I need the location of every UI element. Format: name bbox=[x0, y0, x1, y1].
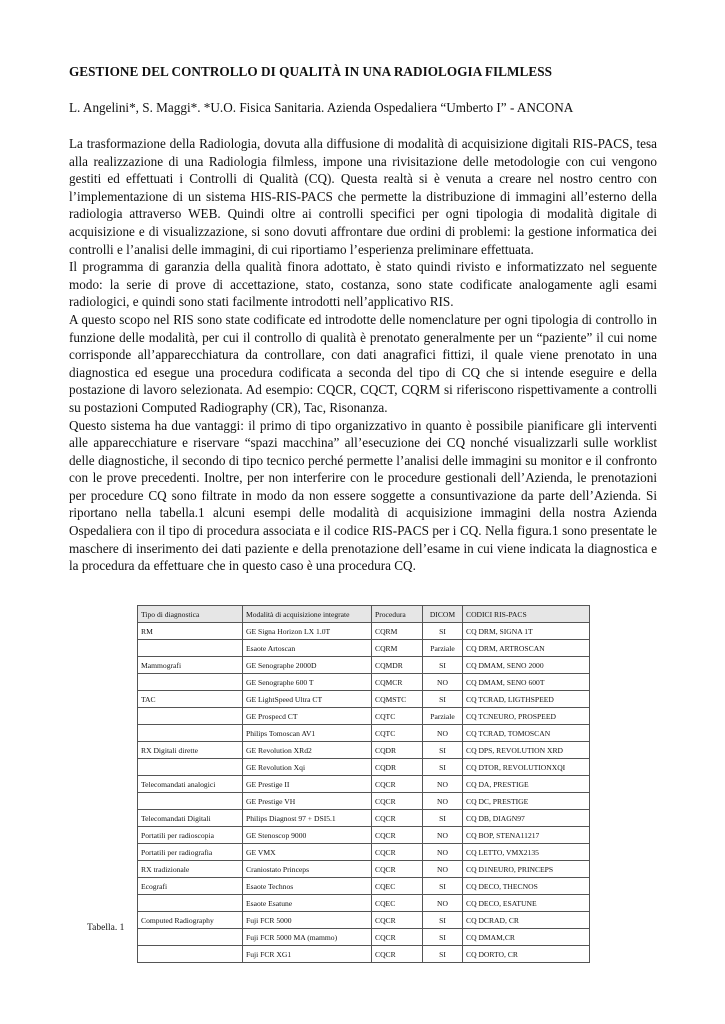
cell-dicom: SI bbox=[423, 742, 463, 759]
cell-procedura: CQCR bbox=[372, 793, 423, 810]
cell-codici: CQ BOP, STENA11217 bbox=[463, 827, 590, 844]
cell-tipo-diagnostica: Portatili per radiografia bbox=[138, 844, 243, 861]
cell-dicom: SI bbox=[423, 691, 463, 708]
table-row bbox=[138, 759, 590, 776]
table-body bbox=[138, 623, 590, 963]
cell-codici: CQ TCRAD, LIGTHSPEED bbox=[463, 691, 590, 708]
cell-procedura: CQMSTC bbox=[372, 691, 423, 708]
cell-codici: CQ DRM, SIGNA 1T bbox=[463, 623, 590, 640]
cell-tipo-diagnostica bbox=[138, 895, 243, 912]
cell-dicom: NO bbox=[423, 674, 463, 691]
table-row bbox=[138, 657, 590, 674]
cell-modalita: Esaote Technos bbox=[243, 878, 372, 895]
cell-dicom: NO bbox=[423, 844, 463, 861]
table-row bbox=[138, 742, 590, 759]
cell-procedura: CQMDR bbox=[372, 657, 423, 674]
cell-codici: CQ DORTO, CR bbox=[463, 946, 590, 963]
cell-codici: CQ DCRAD, CR bbox=[463, 912, 590, 929]
cell-codici: CQ DTOR, REVOLUTIONXQI bbox=[463, 759, 590, 776]
cell-tipo-diagnostica bbox=[138, 725, 243, 742]
cell-modalita: GE LightSpeed Ultra CT bbox=[243, 691, 372, 708]
cell-modalita: GE Prospecd CT bbox=[243, 708, 372, 725]
cell-procedura: CQEC bbox=[372, 878, 423, 895]
cell-codici: CQ DC, PRESTIGE bbox=[463, 793, 590, 810]
cell-procedura: CQDR bbox=[372, 759, 423, 776]
cell-tipo-diagnostica: RX tradizionale bbox=[138, 861, 243, 878]
paragraph-2: Il programma di garanzia della qualità finora adottato, è stato quindi rivisto e informatizzato nel seguente modo: la serie di prove di accettazione, stato, costanza, sono state codificate analogamente agli esami radiologici, e quindi sono stati facilmente introdotti nell’applicativo RIS. bbox=[69, 259, 657, 310]
cell-tipo-diagnostica: Computed Radiography bbox=[138, 912, 243, 929]
cell-dicom: NO bbox=[423, 861, 463, 878]
header-tipo-diagnostica: Tipo di diagnostica bbox=[138, 606, 243, 623]
table-row bbox=[138, 793, 590, 810]
cell-modalita: GE Senographe 2000D bbox=[243, 657, 372, 674]
table-row bbox=[138, 844, 590, 861]
cell-modalita: GE VMX bbox=[243, 844, 372, 861]
table-row bbox=[138, 929, 590, 946]
table-row bbox=[138, 674, 590, 691]
cell-dicom: SI bbox=[423, 657, 463, 674]
header-procedura: Procedura bbox=[372, 606, 423, 623]
table-row bbox=[138, 640, 590, 657]
cell-dicom: SI bbox=[423, 946, 463, 963]
cell-tipo-diagnostica: RM bbox=[138, 623, 243, 640]
cell-tipo-diagnostica bbox=[138, 708, 243, 725]
cell-modalita: GE Prestige II bbox=[243, 776, 372, 793]
cell-dicom: Parziale bbox=[423, 708, 463, 725]
paragraph-3: A questo scopo nel RIS sono state codificate ed introdotte delle nomenclature per ogni tipologia di controllo in funzione delle modalità, per cui il controllo di qualità è prenotato generalmente per un “paziente” il cui nome corrisponde all’apparecchiatura da controllare, con dati anagrafici fittizi, il quale viene prenotato in una diagnostica ed esegue una procedura codificata a seconda del tipo di CQ che si intende eseguire e della postazione di lavoro selezionata. Ad esempio: CQCR, CQCT, CQRM si riferiscono rispettivamente a controlli su postazioni Computed Radiography (CR), Tac, Risonanza. bbox=[69, 311, 657, 415]
cell-procedura: CQMCR bbox=[372, 674, 423, 691]
cell-dicom: SI bbox=[423, 878, 463, 895]
cell-dicom: NO bbox=[423, 827, 463, 844]
cell-codici: CQ DB, DIAGN97 bbox=[463, 810, 590, 827]
cell-modalita: GE Revolution Xqi bbox=[243, 759, 372, 776]
cell-modalita: Philips Diagnost 97 + DSI5.1 bbox=[243, 810, 372, 827]
cell-procedura: CQCR bbox=[372, 827, 423, 844]
cell-codici: CQ DECO, ESATUNE bbox=[463, 895, 590, 912]
cell-procedura: CQDR bbox=[372, 742, 423, 759]
cell-modalita: Fuji FCR 5000 bbox=[243, 912, 372, 929]
header-codici: CODICI RIS-PACS bbox=[463, 606, 590, 623]
cell-codici: CQ DPS, REVOLUTION XRD bbox=[463, 742, 590, 759]
paragraph-1: La trasformazione della Radiologia, dovuta alla diffusione di modalità di acquisizione digitali RIS-PACS, tesa alla realizzazione di una Radiologia filmless, impone una rivisitazione delle metodologie con cui vengono gestiti ed effettuati i Controlli di Qualità (CQ). Questa realtà si è venuta a creare nel nostro centro con l’implementazione di un sistema HIS-RIS-PACS che permette la distribuzione di immagini all’esterno della radiologia attraverso WEB. Quindi oltre ai controlli specifici per ogni tipologia di modalità digitale di acquisizione e di visualizzazione, si sono dovuti affrontare due ordini di problemi: la gestione informatica dei controlli e l’analisi delle immagini, di cui riportiamo l’esperienza preliminare effettuata. bbox=[69, 136, 657, 257]
table-1 bbox=[137, 605, 589, 963]
cell-tipo-diagnostica bbox=[138, 640, 243, 657]
cell-codici: CQ DMAM,CR bbox=[463, 929, 590, 946]
table-row bbox=[138, 895, 590, 912]
cell-modalita: Esaote Artoscan bbox=[243, 640, 372, 657]
cell-tipo-diagnostica: Telecomandati analogici bbox=[138, 776, 243, 793]
header-modalita: Modalità di acquisizione integrate bbox=[243, 606, 372, 623]
cell-procedura: CQRM bbox=[372, 640, 423, 657]
paragraph-4: Questo sistema ha due vantaggi: il primo di tipo organizzativo in quanto è possibile pianificare gli interventi alle apparecchiature e riservare “spazi macchina” all’esecuzione dei CQ nonché visualizzarli sulle worklist delle diagnostiche, il secondo di tipo tecnico perché permette l’analisi delle immagini su monitor e il confronto con le prove precedenti. Inoltre, per non interferire con le procedure gestionali dell’Azienda, le prenotazioni per procedure CQ sono filtrate in modo da non essere soggette a consuntivazione da parte dell’Azienda. Si riportano nella tabella.1 alcuni esempi delle modalità di acquisizione immagini della nostra Azienda Ospedaliera con il tipo di procedura associata e il codice RIS-PACS per i CQ. Nella figura.1 sono presentate le maschere di inserimento dei dati paziente e della prenotazione dell’esame in cui viene indicata la diagnostica e la procedura da effettuare che in questo caso è una procedura CQ. bbox=[69, 417, 657, 574]
cell-tipo-diagnostica bbox=[138, 946, 243, 963]
cell-modalita: Craniostato Princeps bbox=[243, 861, 372, 878]
cell-procedura: CQTC bbox=[372, 708, 423, 725]
paper-title: GESTIONE DEL CONTROLLO DI QUALITÀ IN UNA RADIOLOGIA FILMLESS bbox=[69, 64, 552, 79]
table-header-row bbox=[138, 606, 590, 623]
cell-modalita: GE Prestige VH bbox=[243, 793, 372, 810]
cell-dicom: Parziale bbox=[423, 640, 463, 657]
cell-tipo-diagnostica bbox=[138, 793, 243, 810]
table-row bbox=[138, 708, 590, 725]
cell-procedura: CQRM bbox=[372, 623, 423, 640]
cell-modalita: Fuji FCR XG1 bbox=[243, 946, 372, 963]
cell-dicom: SI bbox=[423, 810, 463, 827]
table-row bbox=[138, 776, 590, 793]
cell-modalita: GE Revolution XRd2 bbox=[243, 742, 372, 759]
table-row bbox=[138, 691, 590, 708]
cell-tipo-diagnostica: TAC bbox=[138, 691, 243, 708]
table-row bbox=[138, 827, 590, 844]
cell-codici: CQ DRM, ARTROSCAN bbox=[463, 640, 590, 657]
cell-tipo-diagnostica bbox=[138, 674, 243, 691]
table-row bbox=[138, 810, 590, 827]
cell-procedura: CQTC bbox=[372, 725, 423, 742]
document-body bbox=[69, 64, 657, 575]
cell-dicom: SI bbox=[423, 623, 463, 640]
cell-dicom: SI bbox=[423, 929, 463, 946]
cell-dicom: NO bbox=[423, 793, 463, 810]
cell-procedura: CQCR bbox=[372, 861, 423, 878]
cell-dicom: NO bbox=[423, 725, 463, 742]
cell-tipo-diagnostica: Portatili per radioscopia bbox=[138, 827, 243, 844]
cell-tipo-diagnostica: Telecomandati Digitali bbox=[138, 810, 243, 827]
cell-modalita: Philips Tomoscan AV1 bbox=[243, 725, 372, 742]
cell-procedura: CQEC bbox=[372, 895, 423, 912]
cell-codici: CQ LETTO, VMX2135 bbox=[463, 844, 590, 861]
author-line: L. Angelini*, S. Maggi*. *U.O. Fisica Sanitaria. Azienda Ospedaliera “Umberto I” - ANCONA bbox=[69, 100, 574, 115]
cell-modalita: Fuji FCR 5000 MA (mammo) bbox=[243, 929, 372, 946]
cell-tipo-diagnostica: RX Digitali dirette bbox=[138, 742, 243, 759]
cell-codici: CQ DMAM, SENO 2000 bbox=[463, 657, 590, 674]
cell-procedura: CQCR bbox=[372, 946, 423, 963]
cell-codici: CQ DA, PRESTIGE bbox=[463, 776, 590, 793]
cell-codici: CQ TCNEURO, PROSPEED bbox=[463, 708, 590, 725]
cell-procedura: CQCR bbox=[372, 912, 423, 929]
cell-procedura: CQCR bbox=[372, 810, 423, 827]
cell-procedura: CQCR bbox=[372, 776, 423, 793]
cell-modalita: GE Senographe 600 T bbox=[243, 674, 372, 691]
table-row bbox=[138, 946, 590, 963]
cell-modalita: Esaote Esatune bbox=[243, 895, 372, 912]
table-row bbox=[138, 623, 590, 640]
table-caption: Tabella. 1 bbox=[87, 923, 125, 933]
cell-modalita: GE Stenoscop 9000 bbox=[243, 827, 372, 844]
cell-dicom: NO bbox=[423, 895, 463, 912]
cell-dicom: SI bbox=[423, 912, 463, 929]
cell-codici: CQ TCRAD, TOMOSCAN bbox=[463, 725, 590, 742]
cell-tipo-diagnostica: Ecografi bbox=[138, 878, 243, 895]
table-row bbox=[138, 878, 590, 895]
table-row bbox=[138, 861, 590, 878]
cell-dicom: NO bbox=[423, 776, 463, 793]
cell-codici: CQ DMAM, SENO 600T bbox=[463, 674, 590, 691]
table-row bbox=[138, 725, 590, 742]
table-row bbox=[138, 912, 590, 929]
cell-dicom: SI bbox=[423, 759, 463, 776]
cell-tipo-diagnostica bbox=[138, 759, 243, 776]
cq-procedures-table bbox=[137, 605, 590, 963]
cell-modalita: GE Signa Horizon LX 1.0T bbox=[243, 623, 372, 640]
cell-procedura: CQCR bbox=[372, 929, 423, 946]
cell-codici: CQ DECO, THECNOS bbox=[463, 878, 590, 895]
cell-tipo-diagnostica: Mammografi bbox=[138, 657, 243, 674]
header-dicom: DICOM bbox=[423, 606, 463, 623]
cell-procedura: CQCR bbox=[372, 844, 423, 861]
cell-tipo-diagnostica bbox=[138, 929, 243, 946]
cell-codici: CQ D1NEURO, PRINCEPS bbox=[463, 861, 590, 878]
